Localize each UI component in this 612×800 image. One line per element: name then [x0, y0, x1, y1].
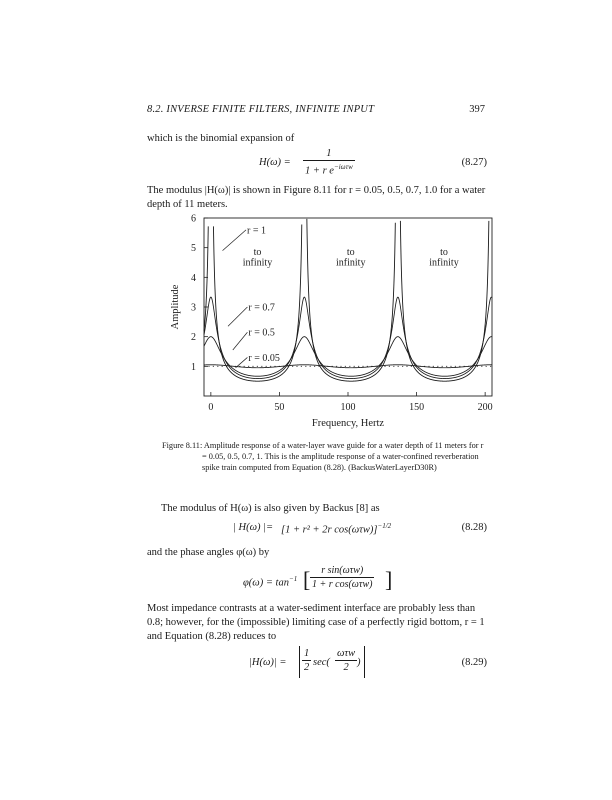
impedance-paragraph: Most impedance contrasts at a water-sediment interface are probably less than 0.8; however, for the (impossible) limiting case of a perfectly rigid bottom, r = 1 and Equation (8.28) reduces to: [147, 603, 485, 642]
x-axis-label: Frequency, Hertz: [311, 418, 385, 429]
annotation-label: r = 0.5: [248, 327, 275, 339]
eq-8-29-left-bar: [299, 646, 300, 678]
infinity-label-bottom: infinity: [336, 257, 366, 269]
eq-8-29-number: (8.29): [461, 657, 487, 668]
intro-paragraph: which is the binomial expansion of: [147, 133, 295, 144]
eq-8-28-body: [281, 522, 391, 536]
series-line-r-0-7: [204, 297, 492, 378]
series-line-r-0-05: [204, 365, 492, 368]
x-tick-label: 50: [274, 402, 285, 413]
y-tick-label: 5: [191, 243, 196, 255]
eq-8-29-lhs: |H(ω)| =: [249, 657, 287, 668]
equation-8-28: [147, 516, 487, 538]
infinity-label-bottom: infinity: [429, 257, 459, 269]
eq-8-27-denominator-base: 1 + r e: [305, 165, 334, 177]
eq-phase-denominator: 1 + r cos(ωτw): [312, 579, 373, 590]
annotation-leader: [233, 332, 248, 350]
eq-8-29-close: ): [357, 657, 361, 668]
series-line-r-0-5: [204, 337, 492, 377]
backus-paragraph: The modulus of H(ω) is also given by Backus [8] as: [161, 503, 380, 514]
eq-8-28-number: (8.28): [461, 522, 487, 533]
eq-8-29-sec: sec(: [313, 657, 330, 668]
y-tick-label: 6: [191, 213, 196, 225]
figure-caption: [162, 441, 490, 473]
modulus-paragraph: The modulus |H(ω)| is shown in Figure 8.11 for r = 0.05, 0.5, 0.7, 1.0 for a water depth of 11 meters.: [147, 185, 486, 210]
equation-8-27: [147, 148, 487, 182]
infinity-label-top: to: [440, 247, 448, 259]
annotation-label: r = 1: [247, 225, 267, 237]
y-tick-label: 2: [191, 332, 196, 344]
eq-phase-lhs-text: φ(ω) = tan: [243, 577, 289, 589]
running-header: [147, 104, 485, 115]
eq-8-29-half: [302, 648, 311, 674]
eq-8-29-right-bar: [364, 646, 365, 678]
y-tick-label: 4: [191, 272, 196, 284]
eq-8-27-numerator: 1: [303, 148, 355, 161]
y-axis-label: Amplitude: [170, 284, 181, 330]
series-line-r-1: [204, 219, 489, 381]
eq-8-28-lhs: | H(ω) |=: [233, 522, 274, 533]
annotation-label: r = 0.05: [248, 352, 280, 364]
x-tick-label: 200: [477, 402, 493, 413]
y-tick-label: 1: [191, 361, 196, 373]
figure-8-11-chart: [160, 210, 500, 435]
eq-8-28-body-text: [1 + r² + 2r cos(ωτw)]: [281, 524, 378, 536]
eq-8-27-denominator: [303, 161, 355, 178]
annotation-leader: [228, 307, 247, 326]
eq-8-27-fraction: [303, 148, 355, 178]
x-tick-label: 0: [208, 402, 214, 413]
eq-8-27-lhs: H(ω) =: [259, 157, 291, 168]
eq-phase-lhs: [243, 575, 297, 589]
eq-phase-fraction: [310, 565, 374, 591]
eq-8-29-half-num: 1: [304, 648, 310, 659]
caption-label: Figure 8.11:: [162, 441, 203, 450]
eq-8-29-arg-den: 2: [343, 662, 349, 673]
caption-text: Amplitude response of a water-layer wave guide for a water depth of 11 meters for r = 0.05, 0.5, 0.7, 1. This is the amplitude response of a water-confined reverberation spike train computed from Equation (8.28). (BackusWaterLayerD30R): [202, 441, 484, 472]
x-tick-label: 100: [340, 402, 356, 413]
infinity-label-top: to: [346, 247, 355, 259]
infinity-label-top: to: [253, 247, 262, 259]
section-title: 8.2. INVERSE FINITE FILTERS, INFINITE INPUT: [147, 104, 375, 115]
eq-phase-exponent: −1: [288, 575, 298, 583]
eq-8-27-number: (8.27): [461, 157, 487, 168]
x-tick-label: 150: [409, 402, 425, 413]
eq-8-28-exponent: −1/2: [377, 522, 392, 530]
annotation-leader: [236, 357, 248, 367]
infinity-label-bottom: infinity: [242, 257, 273, 269]
equation-8-29: [147, 646, 487, 682]
annotation-leader: [223, 230, 247, 251]
eq-8-29-half-den: 2: [304, 662, 310, 673]
eq-phase-open-bracket: [: [303, 567, 311, 592]
eq-8-27-exponent: −iωτw: [333, 163, 353, 171]
eq-phase-close-bracket: ]: [385, 567, 393, 592]
annotation-label: r = 0.7: [248, 302, 275, 314]
phase-paragraph: and the phase angles φ(ω) by: [147, 547, 270, 558]
eq-phase-numerator: r sin(ωτw): [310, 565, 374, 578]
page-number: 397: [469, 104, 485, 115]
eq-8-29-arg-num: ωτw: [337, 648, 356, 659]
y-tick-label: 3: [191, 302, 196, 314]
eq-8-29-arg: [335, 648, 357, 674]
equation-phase: [147, 564, 487, 600]
